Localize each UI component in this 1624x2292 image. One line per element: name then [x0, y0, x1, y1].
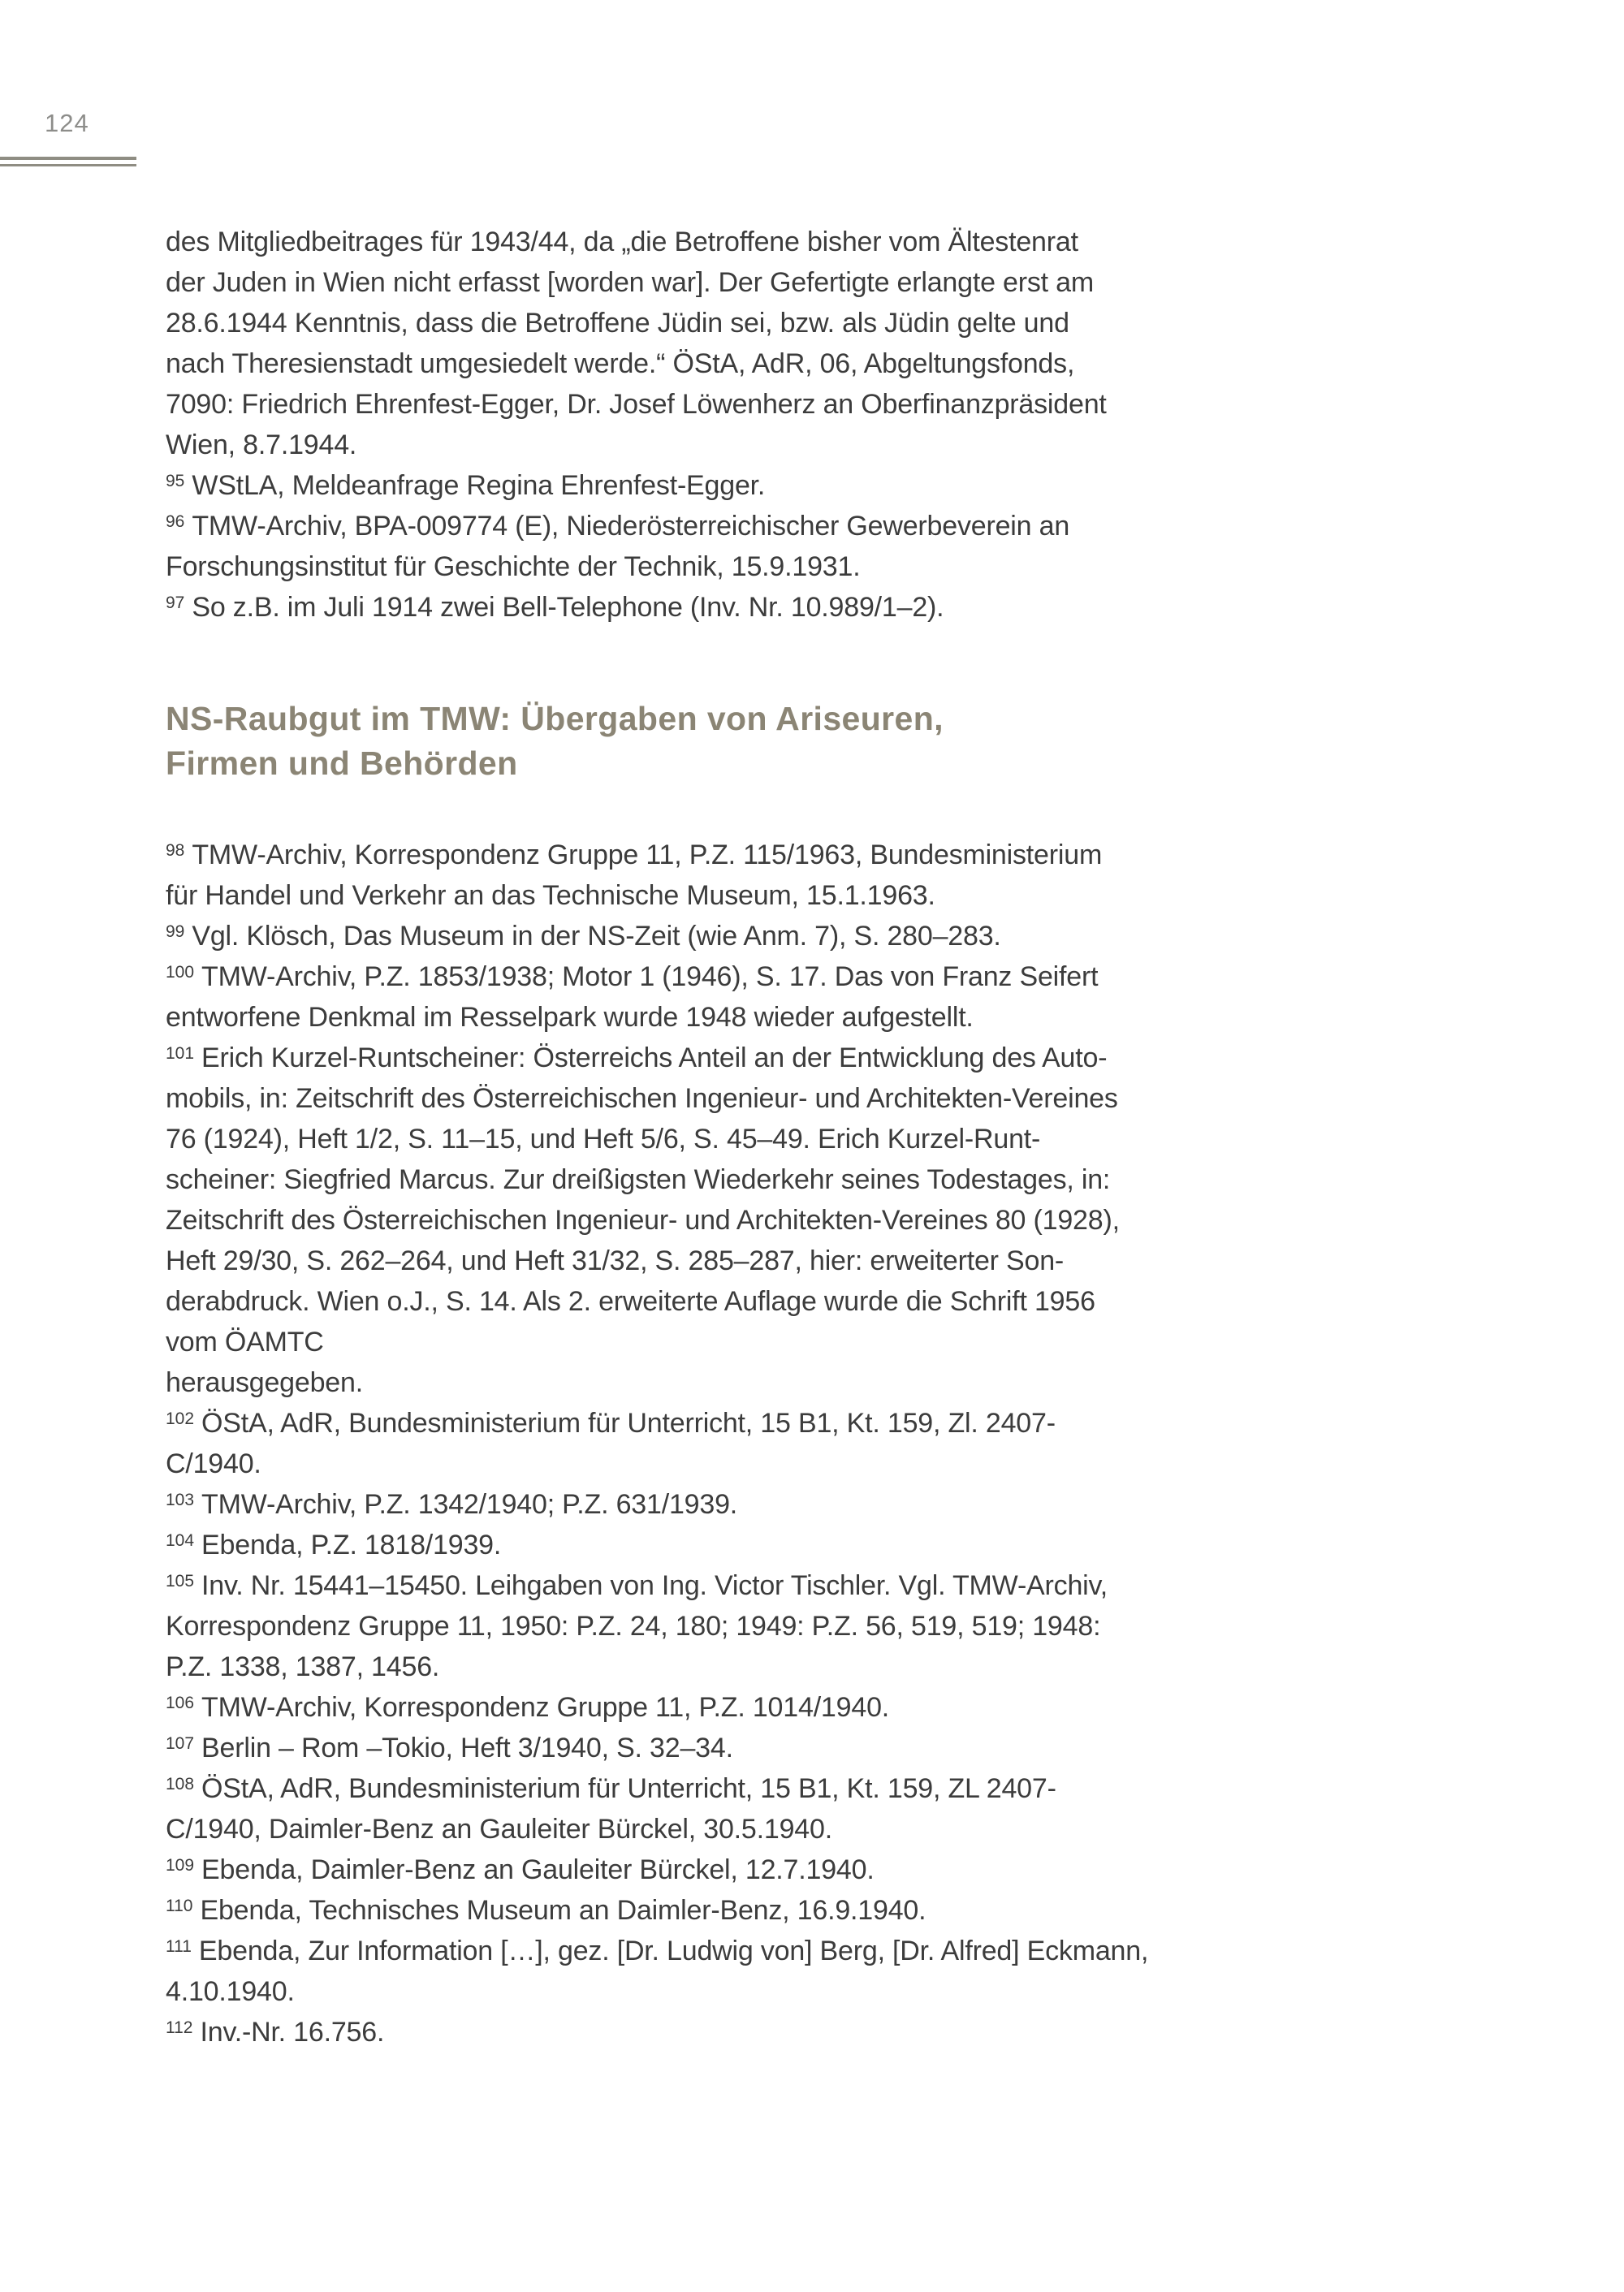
footnote-text: Ebenda, Technisches Museum an Daimler-Benz, 16.9.1940.: [200, 1895, 926, 1926]
text-line: [166, 1850, 1302, 1890]
footnote-text: nach Theresienstadt umgesiedelt werde.“ ÖStA, AdR, 06, Abgeltungsfonds,: [166, 348, 1075, 379]
text-line: [166, 262, 1302, 303]
footnote-text: Ebenda, Zur Information […], gez. [Dr. Ludwig von] Berg, [Dr. Alfred] Eckmann,: [198, 1936, 1149, 1966]
footnote-number: 108: [166, 1774, 195, 1793]
text-line: [166, 465, 1302, 506]
footnote-text: C/1940, Daimler-Benz an Gauleiter Bürckel, 30.5.1940.: [166, 1814, 832, 1845]
footnote-text: TMW-Archiv, P.Z. 1342/1940; P.Z. 631/1939.: [201, 1489, 738, 1520]
text-line: [166, 1565, 1302, 1606]
footnote-text: 4.10.1940.: [166, 1976, 295, 2007]
text-line: [166, 1647, 1302, 1687]
footnote-number: 111: [166, 1936, 192, 1956]
footnote-text: P.Z. 1338, 1387, 1456.: [166, 1651, 440, 1682]
text-line: [166, 1403, 1302, 1444]
text-line: [166, 222, 1302, 262]
footnote-text: Heft 29/30, S. 262–264, und Heft 31/32, S. 285–287, hier: erweiterter Son-: [166, 1245, 1065, 1276]
footnote-text: Ebenda, Daimler-Benz an Gauleiter Bürckel, 12.7.1940.: [201, 1854, 875, 1885]
text-line: [166, 1890, 1302, 1931]
footnote-text: 28.6.1944 Kenntnis, dass die Betroffene Jüdin sei, bzw. als Jüdin gelte und: [166, 308, 1069, 339]
footnote-text: Vgl. Klösch, Das Museum in der NS-Zeit (wie Anm. 7), S. 280–283.: [192, 921, 1001, 952]
text-line: [166, 1606, 1302, 1647]
footnote-number: 109: [166, 1855, 195, 1875]
footnote-number: 95: [166, 471, 185, 490]
footnote-text: entworfene Denkmal im Resselpark wurde 1948 wieder aufgestellt.: [166, 1002, 974, 1033]
footnote-text-block-top: [166, 222, 1302, 628]
text-line: [166, 506, 1302, 546]
footnote-text: Wien, 8.7.1944.: [166, 429, 357, 460]
text-line: [166, 587, 1302, 628]
footnote-text: Erich Kurzel-Runtscheiner: Österreichs Anteil an der Entwicklung des Auto-: [201, 1042, 1108, 1073]
section-heading-line-2: Firmen und Behörden: [166, 745, 518, 782]
footnote-number: 105: [166, 1571, 195, 1591]
footnote-number: 110: [166, 1896, 193, 1915]
footnote-text: ÖStA, AdR, Bundesministerium für Unterricht, 15 B1, Kt. 159, Zl. 2407-: [201, 1408, 1056, 1439]
footnote-text: Ebenda, P.Z. 1818/1939.: [201, 1530, 502, 1560]
text-line: [166, 875, 1302, 916]
footnote-number: 106: [166, 1693, 195, 1712]
page-number: 124: [45, 109, 89, 137]
text-line: [166, 546, 1302, 587]
text-line: [166, 1078, 1302, 1119]
footnote-text: TMW-Archiv, BPA-009774 (E), Niederösterreichischer Gewerbeverein an: [192, 511, 1070, 542]
text-line: [166, 1119, 1302, 1159]
footnote-text: derabdruck. Wien o.J., S. 14. Als 2. erweiterte Auflage wurde die Schrift 1956: [166, 1286, 1095, 1317]
section-heading: [166, 697, 1302, 786]
text-line: [166, 1444, 1302, 1484]
text-line: [166, 1362, 1302, 1403]
footnote-text: des Mitgliedbeitrages für 1943/44, da „die Betroffene bisher vom Ältestenrat: [166, 227, 1078, 257]
text-line: [166, 1038, 1302, 1078]
text-line: [166, 1971, 1302, 2012]
text-line: [166, 997, 1302, 1038]
footnote-text: So z.B. im Juli 1914 zwei Bell-Telephone (Inv. Nr. 10.989/1–2).: [192, 592, 944, 623]
footnote-number: 99: [166, 922, 185, 941]
text-line: [166, 1241, 1302, 1281]
footnote-text: für Handel und Verkehr an das Technische Museum, 15.1.1963.: [166, 880, 935, 911]
footnote-text: C/1940.: [166, 1448, 261, 1479]
text-line: [166, 1931, 1302, 1971]
footnote-number: 100: [166, 962, 195, 982]
text-line: [166, 1768, 1302, 1809]
text-line: [166, 1687, 1302, 1728]
text-line: [166, 1281, 1302, 1322]
footnote-text: Korrespondenz Gruppe 11, 1950: P.Z. 24, 180; 1949: P.Z. 56, 519, 519; 1948:: [166, 1611, 1101, 1642]
footnote-number: 97: [166, 593, 185, 612]
footnote-text: scheiner: Siegfried Marcus. Zur dreißigsten Wiederkehr seines Todestages, in:: [166, 1164, 1111, 1195]
footnote-text: ÖStA, AdR, Bundesministerium für Unterricht, 15 B1, Kt. 159, ZL 2407-: [201, 1773, 1056, 1804]
footnote-text: TMW-Archiv, P.Z. 1853/1938; Motor 1 (1946), S. 17. Das von Franz Seifert: [201, 961, 1099, 992]
footnote-text: 7090: Friedrich Ehrenfest-Egger, Dr. Josef Löwenherz an Oberfinanzpräsident: [166, 389, 1107, 420]
footnote-number: 101: [166, 1043, 195, 1063]
footnote-text: Forschungsinstitut für Geschichte der Technik, 15.9.1931.: [166, 551, 861, 582]
footnote-text: herausgegeben.: [166, 1367, 363, 1398]
text-line: [166, 303, 1302, 343]
text-line: [166, 384, 1302, 425]
section-heading-line-1: NS-Raubgut im TMW: Übergaben von Ariseuren,: [166, 700, 944, 737]
footnote-number: 104: [166, 1530, 195, 1550]
footnote-text: vom ÖAMTC: [166, 1327, 324, 1358]
text-line: [166, 1322, 1302, 1362]
footnote-number: 102: [166, 1409, 195, 1428]
footnote-number: 98: [166, 840, 185, 860]
footnote-text: mobils, in: Zeitschrift des Österreichischen Ingenieur- und Architekten-Vereines: [166, 1083, 1118, 1114]
footnote-number: 103: [166, 1490, 195, 1509]
footnote-number: 107: [166, 1733, 195, 1753]
text-line: [166, 1159, 1302, 1200]
footnote-text: Zeitschrift des Österreichischen Ingenieur- und Architekten-Vereines 80 (1928),: [166, 1205, 1120, 1236]
footnote-text-block-notes: [166, 835, 1302, 2052]
text-line: [166, 1484, 1302, 1525]
footnote-number: 112: [166, 2018, 193, 2037]
text-line: [166, 916, 1302, 956]
text-line: [166, 1809, 1302, 1850]
text-line: [166, 835, 1302, 875]
footnote-number: 96: [166, 511, 185, 531]
footnote-text: WStLA, Meldeanfrage Regina Ehrenfest-Egger.: [192, 470, 766, 501]
text-line: [166, 956, 1302, 997]
text-line: [166, 425, 1302, 465]
footnote-text: der Juden in Wien nicht erfasst [worden war]. Der Gefertigte erlangte erst am: [166, 267, 1095, 298]
text-line: [166, 1200, 1302, 1241]
footnote-text: TMW-Archiv, Korrespondenz Gruppe 11, P.Z. 1014/1940.: [201, 1692, 890, 1723]
footnote-text: Inv.-Nr. 16.756.: [200, 2017, 385, 2048]
text-line: [166, 2012, 1302, 2052]
text-line: [166, 343, 1302, 384]
footnote-text: TMW-Archiv, Korrespondenz Gruppe 11, P.Z. 115/1963, Bundesministerium: [192, 840, 1103, 870]
margin-double-rule: [0, 157, 136, 166]
text-line: [166, 1525, 1302, 1565]
footnote-text: Inv. Nr. 15441–15450. Leihgaben von Ing. Victor Tischler. Vgl. TMW-Archiv,: [201, 1570, 1108, 1601]
text-line: [166, 1728, 1302, 1768]
footnote-text: Berlin – Rom –Tokio, Heft 3/1940, S. 32–34.: [201, 1733, 733, 1763]
footnote-text: 76 (1924), Heft 1/2, S. 11–15, und Heft 5/6, S. 45–49. Erich Kurzel-Runt-: [166, 1124, 1041, 1155]
